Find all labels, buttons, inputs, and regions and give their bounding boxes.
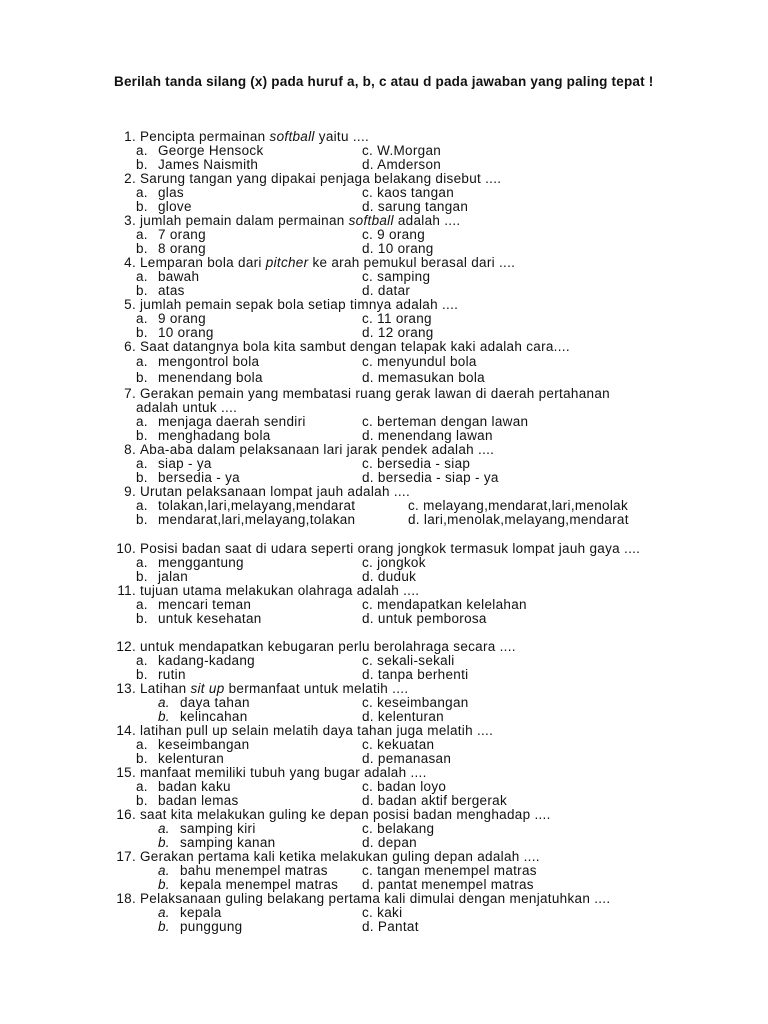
option-d[interactable] bbox=[362, 326, 434, 340]
question-number: 16. bbox=[116, 807, 136, 822]
option-c[interactable] bbox=[362, 144, 441, 158]
option-text: 12 orang bbox=[377, 325, 434, 340]
question-number: 8. bbox=[124, 442, 136, 457]
question-4 bbox=[114, 256, 515, 270]
option-c[interactable] bbox=[362, 270, 430, 284]
question-text: Pelaksanaan guling belakang pertama kali dimulai dengan menjatuhkan .... bbox=[140, 891, 611, 906]
option-d[interactable] bbox=[362, 284, 410, 298]
option-label: a. bbox=[158, 695, 170, 710]
question-emphasis: softball bbox=[348, 213, 394, 228]
option-label: a. bbox=[136, 354, 148, 369]
option-b[interactable] bbox=[136, 570, 188, 584]
question-10 bbox=[114, 542, 640, 556]
option-text: badan loyo bbox=[377, 779, 447, 794]
option-text: belakang bbox=[377, 821, 435, 836]
question-18 bbox=[114, 892, 610, 906]
option-label: c. bbox=[362, 695, 378, 710]
option-text: pantat menempel matras bbox=[377, 877, 534, 892]
option-text: depan bbox=[377, 835, 417, 850]
question-9 bbox=[114, 485, 410, 499]
option-b[interactable] bbox=[136, 794, 239, 808]
option-text: menggantung bbox=[158, 555, 244, 570]
option-c[interactable] bbox=[362, 415, 528, 429]
option-label: b. bbox=[136, 569, 148, 584]
option-text: punggung bbox=[180, 919, 243, 934]
question-number: 5. bbox=[124, 297, 136, 312]
option-label: d. bbox=[362, 835, 378, 850]
option-b[interactable] bbox=[158, 836, 275, 850]
option-text: 11 orang bbox=[377, 311, 432, 326]
option-label: d. bbox=[362, 569, 378, 584]
question-number: 7. bbox=[124, 386, 136, 401]
option-text: kaki bbox=[377, 905, 403, 920]
question-number: 9. bbox=[124, 484, 136, 499]
option-label: a. bbox=[136, 498, 148, 513]
option-label: b. bbox=[136, 751, 148, 766]
option-text: menendang lawan bbox=[377, 428, 493, 443]
option-c[interactable] bbox=[362, 228, 425, 242]
option-label: a. bbox=[136, 555, 148, 570]
option-label: a. bbox=[136, 653, 148, 668]
option-text: Amderson bbox=[377, 157, 442, 172]
option-text: memasukan bola bbox=[377, 370, 485, 385]
question-text: Latihan bbox=[140, 681, 191, 696]
option-label: c. bbox=[362, 653, 378, 668]
option-label: a. bbox=[136, 414, 148, 429]
option-text: badan aktif bergerak bbox=[377, 793, 508, 808]
option-b[interactable] bbox=[158, 710, 248, 724]
option-d[interactable] bbox=[362, 920, 419, 934]
option-label: b. bbox=[136, 283, 148, 298]
option-text: kelenturan bbox=[158, 751, 225, 766]
option-label: a. bbox=[136, 269, 148, 284]
question-text-end: yaitu .... bbox=[314, 129, 370, 144]
option-d[interactable] bbox=[362, 668, 468, 682]
question-text: Posisi badan saat di udara seperti orang jongkok termasuk lompat jauh gaya .... bbox=[140, 541, 641, 556]
option-text: kelenturan bbox=[377, 709, 444, 724]
option-text: 10 orang bbox=[377, 241, 434, 256]
option-b[interactable] bbox=[136, 471, 240, 485]
option-label: c. bbox=[362, 779, 378, 794]
option-text: bahu menempel matras bbox=[180, 863, 328, 878]
option-label: b. bbox=[136, 325, 148, 340]
option-d[interactable] bbox=[362, 612, 487, 626]
option-text: 9 orang bbox=[377, 227, 426, 242]
question-number: 15. bbox=[116, 765, 136, 780]
option-text: W.Morgan bbox=[377, 143, 442, 158]
option-label: c. bbox=[362, 597, 378, 612]
question-3 bbox=[114, 214, 460, 228]
option-label: a. bbox=[136, 143, 148, 158]
option-b[interactable] bbox=[136, 429, 271, 443]
option-text: badan lemas bbox=[158, 793, 239, 808]
option-label: d. bbox=[362, 470, 378, 485]
option-label: b. bbox=[136, 512, 148, 527]
option-text: tangan menempel matras bbox=[377, 863, 537, 878]
option-text: untuk kesehatan bbox=[158, 611, 262, 626]
question-8 bbox=[114, 443, 494, 457]
option-label: b. bbox=[136, 199, 148, 214]
question-text: Gerakan pertama kali ketika melakukan guling depan adalah .... bbox=[140, 849, 540, 864]
option-c[interactable] bbox=[362, 654, 455, 668]
option-label: d. bbox=[362, 667, 378, 682]
option-label: d. bbox=[362, 241, 378, 256]
option-label: d. bbox=[362, 370, 378, 385]
question-number: 3. bbox=[124, 213, 136, 228]
option-d[interactable] bbox=[408, 513, 629, 527]
option-c[interactable] bbox=[362, 864, 537, 878]
option-c[interactable] bbox=[362, 556, 426, 570]
question-number: 10. bbox=[116, 541, 136, 556]
option-label: a. bbox=[158, 905, 170, 920]
option-c[interactable] bbox=[362, 457, 470, 471]
option-text: 9 orang bbox=[158, 311, 206, 326]
option-text: pemanasan bbox=[377, 751, 452, 766]
option-d[interactable] bbox=[362, 471, 499, 485]
option-text: James Naismith bbox=[158, 157, 259, 172]
question-text: Pencipta permainan bbox=[140, 129, 270, 144]
option-b[interactable] bbox=[158, 920, 242, 934]
option-b[interactable] bbox=[136, 668, 186, 682]
option-c[interactable] bbox=[362, 598, 527, 612]
question-1 bbox=[114, 130, 369, 144]
option-text: jalan bbox=[158, 569, 189, 584]
question-number: 14. bbox=[116, 723, 136, 738]
question-11 bbox=[114, 584, 419, 598]
option-d[interactable] bbox=[362, 242, 434, 256]
option-text: berteman dengan lawan bbox=[377, 414, 529, 429]
option-c[interactable] bbox=[408, 499, 628, 513]
option-text: samping kanan bbox=[180, 835, 276, 850]
question-text-line2: adalah untuk .... bbox=[136, 400, 238, 415]
option-label: c. bbox=[362, 905, 378, 920]
option-d[interactable] bbox=[362, 429, 493, 443]
option-a[interactable] bbox=[158, 864, 328, 878]
option-label: b. bbox=[136, 370, 148, 385]
option-label: b. bbox=[136, 667, 148, 682]
option-text: lari,menolak,melayang,mendarat bbox=[423, 512, 629, 527]
option-label: c. bbox=[362, 821, 378, 836]
question-text: Urutan pelaksanaan lompat jauh adalah .... bbox=[140, 484, 411, 499]
option-label: d. bbox=[362, 199, 378, 214]
question-text: tujuan utama melakukan olahraga adalah .... bbox=[140, 583, 420, 598]
option-text: samping bbox=[377, 269, 431, 284]
option-label: c. bbox=[362, 863, 378, 878]
option-c[interactable] bbox=[362, 780, 446, 794]
question-emphasis: softball bbox=[269, 129, 315, 144]
option-d[interactable] bbox=[362, 371, 485, 385]
option-text: mengontrol bola bbox=[158, 354, 260, 369]
option-label: d. bbox=[408, 512, 424, 527]
option-d[interactable] bbox=[362, 710, 444, 724]
option-label: d. bbox=[362, 793, 378, 808]
option-a[interactable] bbox=[136, 415, 306, 429]
question-16 bbox=[114, 808, 551, 822]
option-a[interactable] bbox=[136, 556, 244, 570]
option-label: a. bbox=[136, 737, 148, 752]
option-text: sekali-sekali bbox=[377, 653, 455, 668]
question-13 bbox=[114, 682, 408, 696]
question-text: saat kita melakukan guling ke depan posisi badan menghadap .... bbox=[140, 807, 551, 822]
option-text: kadang-kadang bbox=[158, 653, 255, 668]
option-label: a. bbox=[158, 863, 170, 878]
option-a[interactable] bbox=[136, 499, 355, 513]
option-text: untuk pemborosa bbox=[377, 611, 487, 626]
option-label: c. bbox=[362, 737, 378, 752]
question-text: Saat datangnya bola kita sambut dengan telapak kaki adalah cara.... bbox=[140, 339, 570, 354]
option-text: bersedia - siap - ya bbox=[377, 470, 499, 485]
option-label: d. bbox=[362, 611, 378, 626]
option-text: bersedia - ya bbox=[158, 470, 240, 485]
question-17 bbox=[114, 850, 540, 864]
option-b[interactable] bbox=[136, 371, 263, 385]
option-label: c. bbox=[362, 555, 378, 570]
option-a[interactable] bbox=[136, 186, 184, 200]
option-label: c. bbox=[362, 354, 378, 369]
option-a[interactable] bbox=[136, 270, 199, 284]
option-label: b. bbox=[136, 470, 148, 485]
option-b[interactable] bbox=[136, 284, 185, 298]
option-a[interactable] bbox=[136, 598, 251, 612]
option-label: c. bbox=[408, 498, 424, 513]
option-c[interactable] bbox=[362, 822, 434, 836]
question-text-end: bermanfaat untuk melatih .... bbox=[224, 681, 409, 696]
option-a[interactable] bbox=[136, 144, 264, 158]
option-text: sarung tangan bbox=[377, 199, 469, 214]
option-label: b. bbox=[136, 793, 148, 808]
question-number: 18. bbox=[116, 891, 136, 906]
option-text: kepala menempel matras bbox=[180, 877, 339, 892]
option-c[interactable] bbox=[362, 696, 469, 710]
option-text: menendang bola bbox=[158, 370, 263, 385]
option-label: b. bbox=[136, 157, 148, 172]
option-b[interactable] bbox=[158, 878, 338, 892]
option-text: 8 orang bbox=[158, 241, 206, 256]
option-text: melayang,mendarat,lari,menolak bbox=[423, 498, 629, 513]
option-label: d. bbox=[362, 428, 378, 443]
question-text-end: adalah .... bbox=[393, 213, 461, 228]
question-number: 11. bbox=[117, 583, 136, 598]
option-label: d. bbox=[362, 157, 378, 172]
question-14 bbox=[114, 724, 493, 738]
question-7 bbox=[114, 387, 610, 401]
option-label: d. bbox=[362, 325, 378, 340]
option-b[interactable] bbox=[136, 326, 214, 340]
option-label: c. bbox=[362, 414, 378, 429]
question-5 bbox=[114, 298, 458, 312]
option-d[interactable] bbox=[362, 570, 416, 584]
option-text: siap - ya bbox=[158, 456, 212, 471]
option-a[interactable] bbox=[158, 696, 250, 710]
option-text: 10 orang bbox=[158, 325, 214, 340]
question-text: latihan pull up selain melatih daya tahan juga melatih .... bbox=[140, 723, 494, 738]
option-b[interactable] bbox=[136, 242, 206, 256]
option-d[interactable] bbox=[362, 836, 417, 850]
option-label: a. bbox=[136, 185, 148, 200]
question-number: 12. bbox=[116, 639, 136, 654]
question-number: 17. bbox=[116, 849, 136, 864]
option-d[interactable] bbox=[362, 794, 507, 808]
question-text: untuk mendapatkan kebugaran perlu berolahraga secara .... bbox=[140, 639, 516, 654]
option-text: rutin bbox=[158, 667, 186, 682]
option-label: a. bbox=[158, 821, 170, 836]
option-text: tolakan,lari,melayang,mendarat bbox=[158, 498, 356, 513]
option-text: mendapatkan kelelahan bbox=[377, 597, 527, 612]
option-text: George Hensock bbox=[158, 143, 264, 158]
option-text: daya tahan bbox=[180, 695, 250, 710]
option-a[interactable] bbox=[158, 906, 222, 920]
option-label: c. bbox=[362, 456, 378, 471]
question-15 bbox=[114, 766, 427, 780]
option-label: b. bbox=[136, 428, 148, 443]
option-text: jongkok bbox=[377, 555, 426, 570]
option-label: b. bbox=[158, 835, 170, 850]
option-text: datar bbox=[377, 283, 411, 298]
option-label: c. bbox=[362, 227, 378, 242]
question-number: 1. bbox=[124, 129, 136, 144]
option-text: kepala bbox=[180, 905, 222, 920]
question-emphasis: sit up bbox=[190, 681, 225, 696]
question-text: jumlah pemain dalam permainan bbox=[140, 213, 349, 228]
question-emphasis: pitcher bbox=[265, 255, 309, 270]
option-text: kekuatan bbox=[377, 737, 435, 752]
option-label: d. bbox=[362, 877, 378, 892]
option-label: a. bbox=[136, 311, 148, 326]
option-a[interactable] bbox=[136, 312, 206, 326]
option-label: c. bbox=[362, 143, 378, 158]
option-text: glas bbox=[158, 185, 184, 200]
option-label: c. bbox=[362, 185, 378, 200]
option-a[interactable] bbox=[136, 654, 255, 668]
option-label: b. bbox=[158, 709, 170, 724]
option-label: d. bbox=[362, 283, 378, 298]
option-label: d. bbox=[362, 919, 378, 934]
question-6 bbox=[114, 340, 570, 354]
option-a[interactable] bbox=[158, 822, 256, 836]
option-text: kaos tangan bbox=[377, 185, 455, 200]
option-text: duduk bbox=[377, 569, 417, 584]
option-c[interactable] bbox=[362, 738, 434, 752]
option-b[interactable] bbox=[136, 612, 262, 626]
option-text: samping kiri bbox=[180, 821, 256, 836]
option-label: a. bbox=[136, 779, 148, 794]
option-text: badan kaku bbox=[158, 779, 231, 794]
question-number: 13. bbox=[116, 681, 136, 696]
option-a[interactable] bbox=[136, 355, 259, 369]
option-d[interactable] bbox=[362, 200, 468, 214]
option-label: c. bbox=[362, 269, 378, 284]
option-label: a. bbox=[136, 456, 148, 471]
option-text: atas bbox=[158, 283, 185, 298]
question-12 bbox=[114, 640, 516, 654]
option-label: b. bbox=[136, 611, 148, 626]
option-label: a. bbox=[136, 227, 148, 242]
option-b[interactable] bbox=[136, 513, 355, 527]
question-text: Lemparan bola dari bbox=[140, 255, 266, 270]
option-b[interactable] bbox=[136, 752, 224, 766]
question-number: 2. bbox=[124, 171, 136, 186]
option-c[interactable] bbox=[362, 186, 454, 200]
option-c[interactable] bbox=[362, 312, 432, 326]
option-a[interactable] bbox=[136, 457, 212, 471]
option-text: kelincahan bbox=[180, 709, 248, 724]
question-number: 6. bbox=[124, 339, 136, 354]
option-text: keseimbangan bbox=[158, 737, 250, 752]
option-text: keseimbangan bbox=[377, 695, 469, 710]
option-text: menghadang bola bbox=[158, 428, 271, 443]
question-text: manfaat memiliki tubuh yang bugar adalah .... bbox=[140, 765, 427, 780]
question-text: Gerakan pemain yang membatasi ruang gerak lawan di daerah pertahanan bbox=[140, 386, 610, 401]
option-a[interactable] bbox=[136, 780, 231, 794]
option-label: d. bbox=[362, 709, 378, 724]
question-2 bbox=[114, 172, 501, 186]
option-text: bawah bbox=[158, 269, 200, 284]
question-number: 4. bbox=[124, 255, 136, 270]
option-label: a. bbox=[136, 597, 148, 612]
option-text: mencari teman bbox=[158, 597, 252, 612]
question-text: jumlah pemain sepak bola setiap timnya adalah .... bbox=[140, 297, 459, 312]
option-text: menyundul bola bbox=[377, 354, 477, 369]
option-c[interactable] bbox=[362, 355, 477, 369]
option-text: bersedia - siap bbox=[377, 456, 471, 471]
option-text: glove bbox=[158, 199, 192, 214]
option-text: menjaga daerah sendiri bbox=[158, 414, 306, 429]
instruction: Berilah tanda silang (x) pada huruf a, b, c atau d pada jawaban yang paling tepat ! bbox=[114, 74, 654, 89]
option-a[interactable] bbox=[136, 228, 206, 242]
option-text: tanpa berhenti bbox=[377, 667, 469, 682]
option-text: 7 orang bbox=[158, 227, 206, 242]
question-text: Sarung tangan yang dipakai penjaga belakang disebut .... bbox=[140, 171, 502, 186]
option-text: Pantat bbox=[377, 919, 419, 934]
option-d[interactable] bbox=[362, 158, 441, 172]
option-b[interactable] bbox=[136, 158, 258, 172]
option-text: mendarat,lari,melayang,tolakan bbox=[158, 512, 356, 527]
question-text-end: ke arah pemukul berasal dari .... bbox=[308, 255, 516, 270]
option-label: b. bbox=[136, 241, 148, 256]
option-a[interactable] bbox=[136, 738, 249, 752]
question-text: Aba-aba dalam pelaksanaan lari jarak pendek adalah .... bbox=[140, 442, 495, 457]
option-d[interactable] bbox=[362, 878, 534, 892]
option-label: b. bbox=[158, 877, 170, 892]
option-d[interactable] bbox=[362, 752, 451, 766]
option-label: c. bbox=[362, 311, 378, 326]
option-b[interactable] bbox=[136, 200, 192, 214]
option-label: b. bbox=[158, 919, 170, 934]
option-label: d. bbox=[362, 751, 378, 766]
option-c[interactable] bbox=[362, 906, 402, 920]
